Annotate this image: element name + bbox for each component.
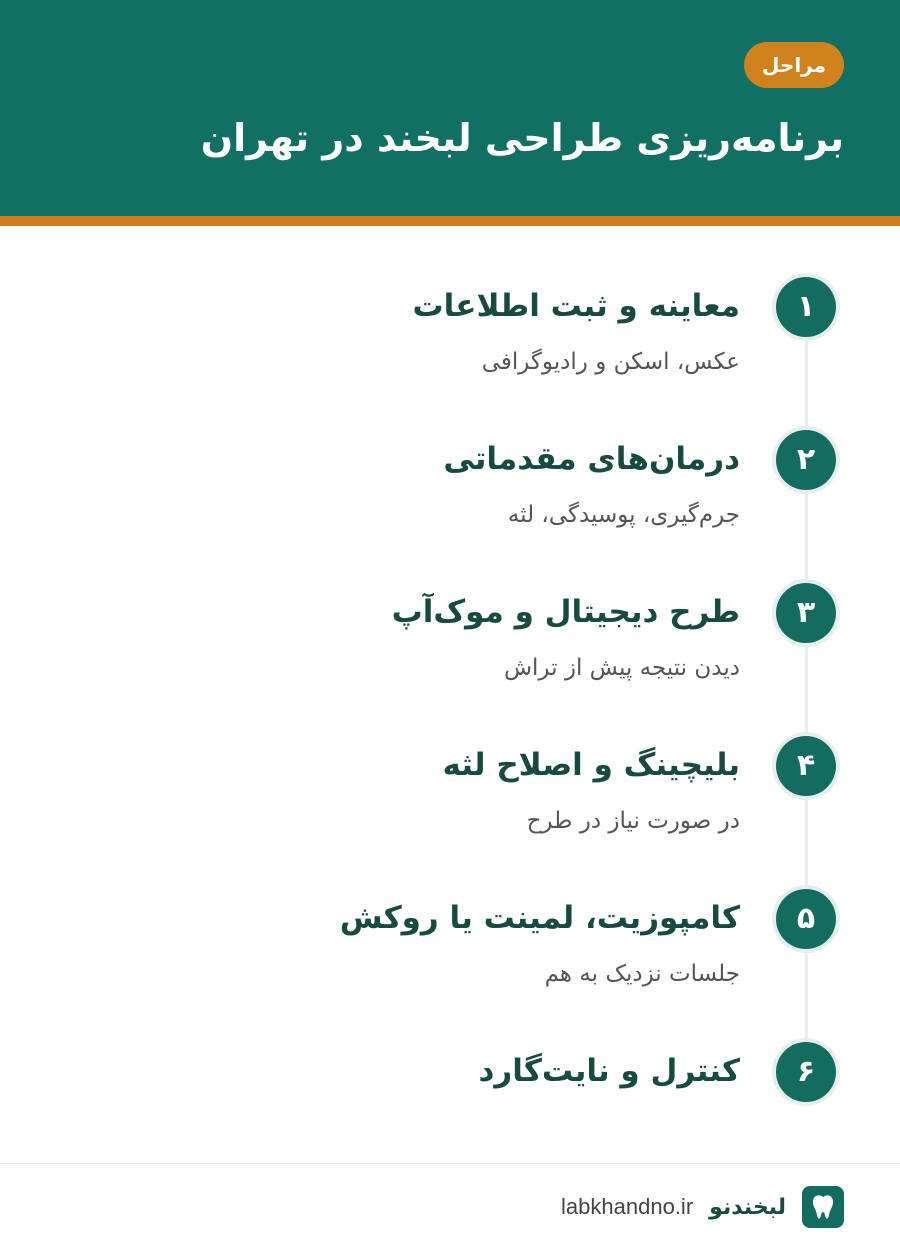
step-number: ۳ <box>776 583 836 643</box>
step-title: بلیچینگ و اصلاح لثه <box>442 747 740 783</box>
footer-divider <box>0 1163 900 1164</box>
step-description: دیدن نتیجه پیش از تراش <box>503 655 740 681</box>
step-title: طرح دیجیتال و موک‌آپ <box>391 594 740 630</box>
step-number: ۶ <box>776 1042 836 1102</box>
step-title: کنترل و نایت‌گارد <box>478 1053 740 1089</box>
section-badge: مراحل <box>744 42 844 88</box>
step-description: عکس، اسکن و رادیوگرافی <box>481 349 740 375</box>
step-title: معاینه و ثبت اطلاعات <box>412 288 740 324</box>
brand-name: لبخندنو <box>709 1194 786 1220</box>
step-title: کامپوزیت، لمینت یا روکش <box>339 900 740 936</box>
tooth-icon <box>802 1186 844 1228</box>
step-number: ۵ <box>776 889 836 949</box>
page-title: برنامه‌ریزی طراحی لبخند در تهران <box>200 116 844 160</box>
step-title: درمان‌های مقدماتی <box>443 441 740 477</box>
step-number: ۱ <box>776 277 836 337</box>
header <box>0 0 900 216</box>
step-description: جلسات نزدیک به هم <box>544 961 740 987</box>
footer <box>561 1185 844 1229</box>
step-description: در صورت نیاز در طرح <box>526 808 740 834</box>
site-domain-link[interactable]: labkhandno.ir <box>561 1194 694 1219</box>
step-number: ۲ <box>776 430 836 490</box>
step-description: جرم‌گیری، پوسیدگی، لثه <box>507 502 740 528</box>
header-accent-bar <box>0 216 900 226</box>
step-number: ۴ <box>776 736 836 796</box>
